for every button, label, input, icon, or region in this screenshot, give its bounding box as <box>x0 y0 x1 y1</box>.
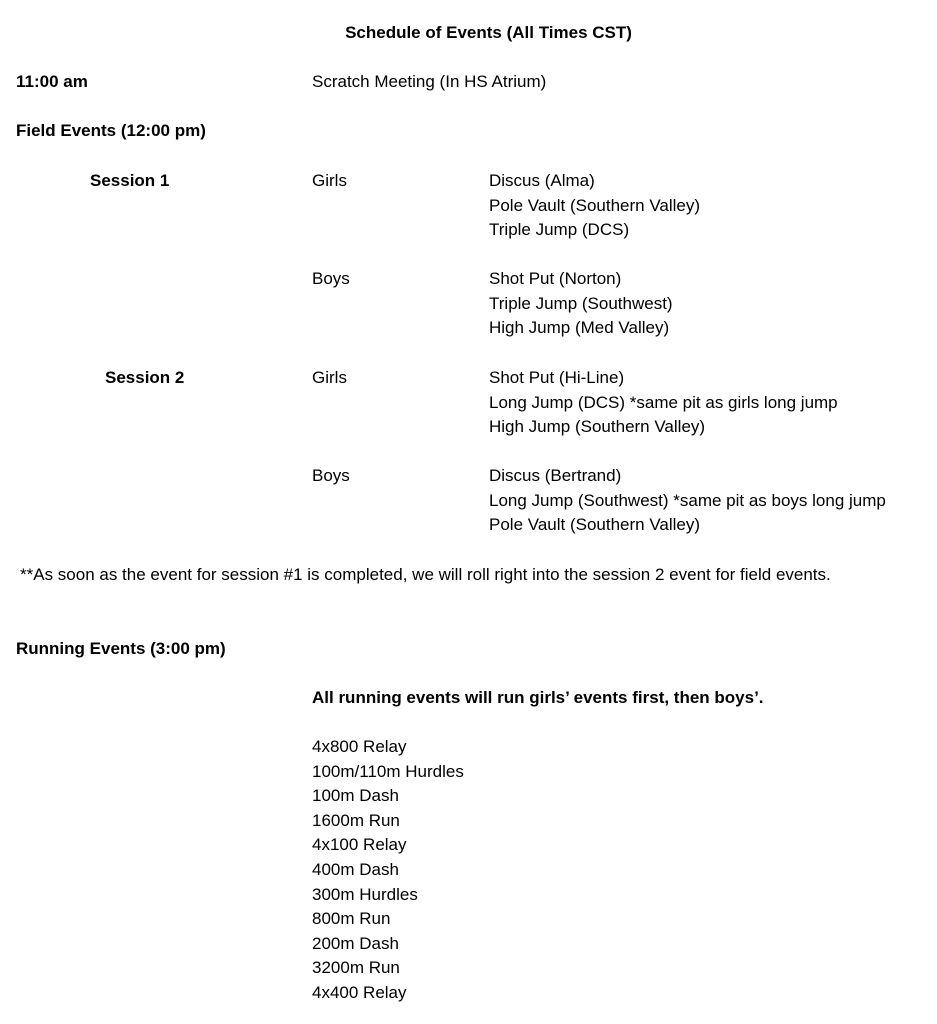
session-1-girls-events <box>489 169 700 243</box>
running-event-item: 200m Dash <box>312 933 399 953</box>
running-event-item: 300m Hurdles <box>312 884 418 904</box>
session-2-girls-events <box>489 366 838 440</box>
session-2-label: Session 2 <box>105 368 185 387</box>
running-events-heading: Running Events (3:00 pm) <box>16 639 226 658</box>
field-events-note: **As soon as the event for session #1 is completed, we will roll right into the session 2 event for field events. <box>20 565 831 584</box>
session-1-girls-label: Girls <box>312 171 347 190</box>
running-event-item: 3200m Run <box>312 958 400 978</box>
session-2-girls-label: Girls <box>312 368 347 387</box>
event-item: Discus (Alma) <box>489 171 595 190</box>
event-item: Pole Vault (Southern Valley) <box>489 195 701 215</box>
running-event-item: 4x800 Relay <box>312 737 407 756</box>
event-item: Long Jump (DCS) *same pit as girls long jump <box>489 392 838 412</box>
event-item: Triple Jump (DCS) <box>489 220 630 240</box>
session-2-boys-label: Boys <box>312 466 350 485</box>
event-item: Shot Put (Hi-Line) <box>489 368 625 387</box>
event-item: Pole Vault (Southern Valley) <box>489 515 701 535</box>
scratch-time: 11:00 am <box>16 72 88 91</box>
event-item: Discus (Bertrand) <box>489 466 622 485</box>
field-events-heading: Field Events (12:00 pm) <box>16 121 206 140</box>
running-event-item: 100m Dash <box>312 786 399 806</box>
event-item: High Jump (Med Valley) <box>489 318 670 338</box>
session-1-label: Session 1 <box>90 171 170 190</box>
running-events-note: All running events will run girls’ events first, then boys’. <box>312 688 764 707</box>
running-event-item: 4x400 Relay <box>312 982 407 1002</box>
event-item: Triple Jump (Southwest) <box>489 293 673 313</box>
session-2-boys-events <box>489 464 886 538</box>
running-event-item: 4x100 Relay <box>312 835 407 855</box>
event-item: Long Jump (Southwest) *same pit as boys long jump <box>489 490 886 510</box>
page-title: Schedule of Events (All Times CST) <box>345 23 632 42</box>
session-1-boys-events <box>489 267 673 341</box>
event-item: Shot Put (Norton) <box>489 269 622 288</box>
running-event-item: 1600m Run <box>312 810 400 830</box>
session-1-boys-label: Boys <box>312 269 350 288</box>
scratch-text: Scratch Meeting (In HS Atrium) <box>312 72 547 91</box>
running-events-list <box>312 735 464 1006</box>
running-event-item: 400m Dash <box>312 859 399 879</box>
running-event-item: 100m/110m Hurdles <box>312 761 464 781</box>
event-item: High Jump (Southern Valley) <box>489 417 706 437</box>
running-event-item: 800m Run <box>312 909 391 929</box>
